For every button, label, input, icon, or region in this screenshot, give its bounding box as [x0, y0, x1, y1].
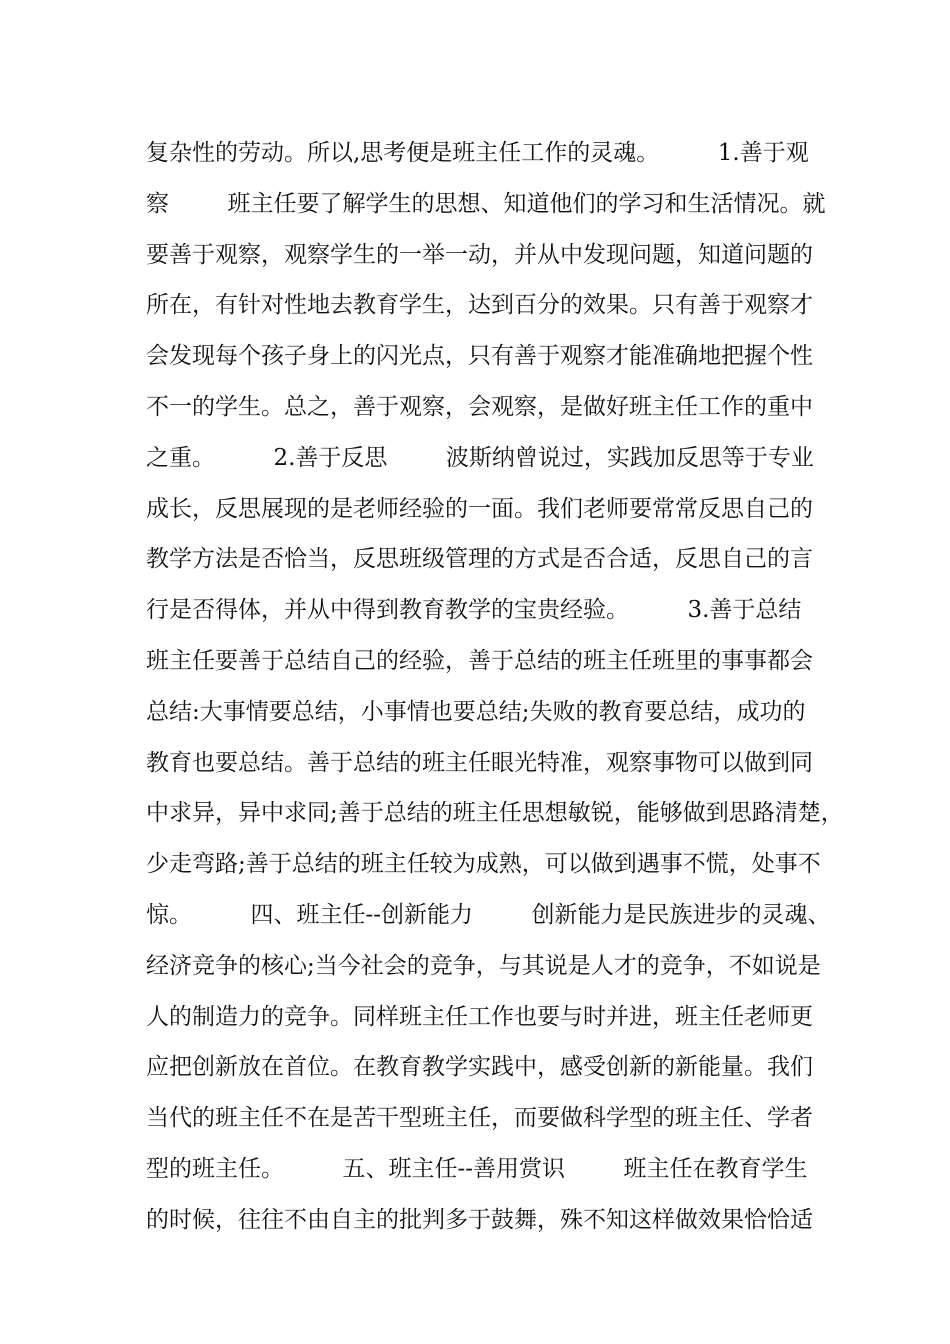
text-line: 成长，反思展现的是老师经验的一面。我们老师要常常反思自己的 — [146, 495, 813, 522]
text-line: 班主任要善于总结自己的经验，善于总结的班主任班里的事事都会 — [146, 647, 813, 674]
text-line: 不一的学生。总之，善于观察，会观察，是做好班主任工作的重中 — [146, 393, 813, 420]
text-line: 经济竞争的核心;当今社会的竞争，与其说是人才的竞争，不如说是 — [146, 952, 821, 979]
text-line: 人的制造力的竞争。同样班主任工作也要与时并进，班主任老师更 — [146, 1003, 813, 1030]
text-line: 要善于观察，观察学生的一举一动，并从中发现问题，知道问题的 — [146, 241, 813, 268]
text-line: 中求异，异中求同;善于总结的班主任思想敏锐，能够做到思路清楚， — [146, 800, 844, 827]
text-line: 行是否得体，并从中得到教育教学的宝贵经验。 3.善于总结 — [146, 597, 802, 624]
text-line: 少走弯路;善于总结的班主任较为成熟，可以做到遇事不慌，处事不 — [146, 851, 821, 878]
text-line: 之重。 2.善于反思 波斯纳曾说过，实践加反思等于专业 — [146, 444, 814, 471]
body-text — [146, 128, 844, 1246]
text-line: 会发现每个孩子身上的闪光点，只有善于观察才能准确地把握个性 — [146, 343, 813, 370]
text-line: 总结:大事情要总结，小事情也要总结;失败的教育要总结，成功的 — [146, 698, 806, 725]
text-line: 复杂性的劳动。所以,思考便是班主任工作的灵魂。 1.善于观 — [146, 140, 809, 166]
text-line: 应把创新放在首位。在教育教学实践中，感受创新的新能量。我们 — [146, 1054, 813, 1081]
text-line: 当代的班主任不在是苦干型班主任，而要做科学型的班主任、学者 — [146, 1105, 813, 1132]
text-line: 察 班主任要了解学生的思想、知道他们的学习和生活情况。就 — [146, 190, 826, 217]
text-line: 教育也要总结。善于总结的班主任眼光特准，观察事物可以做到同 — [146, 749, 813, 776]
text-line: 所在，有针对性地去教育学生，达到百分的效果。只有善于观察才 — [146, 292, 813, 319]
text-line: 型的班主任。 五、班主任--善用赏识 班主任在教育学生 — [146, 1155, 808, 1182]
text-line: 教学方法是否恰当，反思班级管理的方式是否合适，反思自己的言 — [146, 546, 813, 573]
text-line: 惊。 四、班主任--创新能力 创新能力是民族进步的灵魂、 — [146, 901, 831, 928]
text-line: 的时候，往往不由自主的批判多于鼓舞，殊不知这样做效果恰恰适 — [146, 1206, 813, 1233]
